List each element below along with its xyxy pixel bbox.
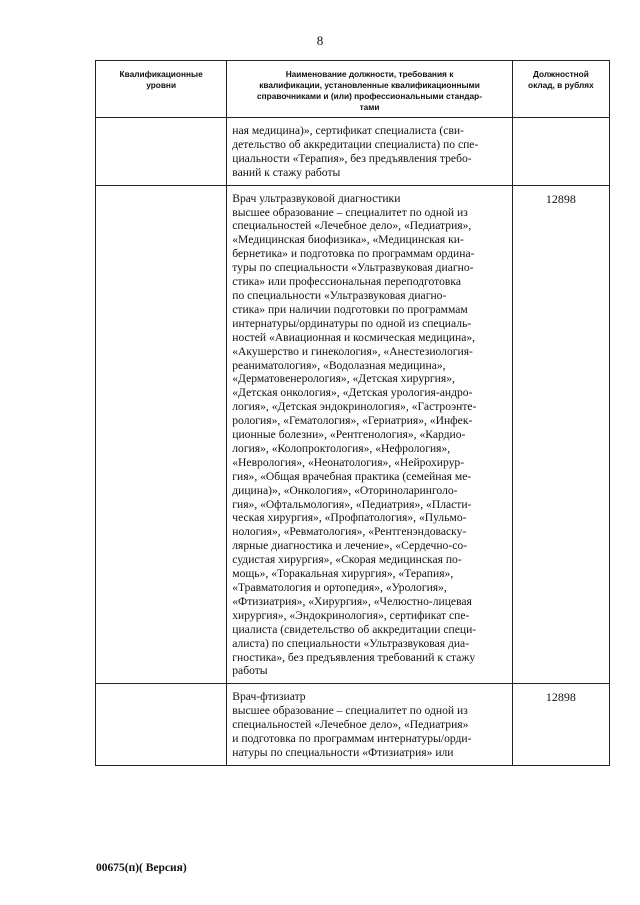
description-line: стика» при наличии подготовки по программам — [232, 302, 468, 316]
header-description-line: справочниками и (или) профессиональными стандар- — [257, 91, 482, 101]
description-line: стика» или профессиональная переподготовка — [232, 275, 461, 289]
description-line: натуры по специальности «Фтизиатрия» или — [232, 745, 454, 759]
level-cell — [96, 684, 227, 766]
document-code: 00675(п)( Версия) — [96, 862, 187, 874]
description-line: нология», «Ревматология», «Рентгенэндоваску- — [232, 525, 467, 539]
table-row — [96, 118, 610, 186]
header-description — [227, 61, 513, 118]
description-line: рология», «Гематология», «Гериатрия», «Инфек- — [232, 414, 473, 428]
header-description-line: квалификации, установленные квалификационными — [259, 80, 480, 90]
header-level-line: Квалификационные — [119, 69, 203, 79]
level-cell — [96, 185, 227, 684]
header-description-line: Наименование должности, требования к — [285, 69, 454, 79]
description-cell — [227, 684, 513, 766]
table-body — [96, 118, 610, 766]
description-line: «Медицинская биофизика», «Медицинская ки- — [232, 233, 464, 247]
description-line: детельство об аккредитации специалиста) по спе- — [232, 137, 479, 151]
salary-cell — [512, 118, 609, 186]
header-salary-line: оклад, в рублях — [528, 80, 594, 90]
description-line: специальностей «Лечебное дело», «Педиатрия» — [232, 718, 469, 732]
description-line: судистая хирургия», «Скорая медицинская по- — [232, 553, 462, 567]
description-line: высшее образование – специалитет по одной из — [232, 205, 468, 219]
level-cell — [96, 118, 227, 186]
description-line: гностика», без предъявления требований к стажу — [232, 650, 476, 664]
table-header-row — [96, 61, 610, 118]
description-line: и подготовка по программам интернатуры/орди- — [232, 732, 472, 746]
description-line: ческая хирургия», «Профпатология», «Пульмо- — [232, 511, 467, 525]
header-level — [96, 61, 227, 118]
description-line: работы — [232, 664, 268, 678]
description-line: «Фтизиатрия», «Хирургия», «Челюстно-лицевая — [232, 594, 472, 608]
description-line: «Акушерство и гинекология», «Анестезиология- — [232, 344, 473, 358]
header-description-line: тами — [359, 102, 380, 112]
description-cell — [227, 185, 513, 684]
description-line: бернетика» и подготовка по программам ордина- — [232, 247, 475, 261]
description-line: Врач-фтизиатр — [232, 690, 306, 704]
description-line: алиста) по специальности «Ультразвуковая диа- — [232, 636, 470, 650]
description-line: туры по специальности «Ультразвуковая диагно- — [232, 261, 474, 275]
qualification-table — [95, 60, 610, 766]
description-line: интернатуры/ординатуры по одной из специаль- — [232, 316, 472, 330]
description-line: хирургия», «Эндокринология», сертификат спе- — [232, 608, 470, 622]
salary-cell: 12898 — [512, 185, 609, 684]
description-line: реаниматология», «Водолазная медицина», — [232, 358, 446, 372]
description-line: мощь», «Торакальная хирургия», «Терапия», — [232, 567, 454, 581]
header-level-line: уровни — [146, 80, 177, 90]
description-line: высшее образование – специалитет по одной из — [232, 704, 468, 718]
description-line: ная медицина)», сертификат специалиста (сви- — [232, 124, 464, 137]
description-line: Врач ультразвуковой диагностики — [232, 191, 401, 205]
description-line: «Неврология», «Неонатология», «Нейрохирур- — [232, 455, 465, 469]
description-line: «Детская онкология», «Детская урология-андро- — [232, 386, 473, 400]
description-line: гия», «Офтальмология», «Педиатрия», «Пласти- — [232, 497, 472, 511]
description-line: логия», «Колопроктология», «Нефрология», — [232, 441, 451, 455]
header-salary-line: Должностной — [532, 69, 589, 79]
description-line: ностей «Авиационная и космическая медицина», — [232, 330, 476, 344]
description-line: циалиста (свидетельство об аккредитации специ- — [232, 622, 477, 636]
table-row — [96, 185, 610, 684]
description-line: лярные диагностика и лечение», «Сердечно-со- — [232, 539, 468, 553]
description-line: ционные болезни», «Рентгенология», «Кардио- — [232, 428, 466, 442]
description-line: циальности «Терапия», без предъявления требо- — [232, 151, 472, 165]
table-row — [96, 684, 610, 766]
salary-cell: 12898 — [512, 684, 609, 766]
description-line: логия», «Детская эндокринология», «Гастроэнте- — [232, 400, 477, 414]
page-number: 8 — [316, 33, 324, 48]
header-salary — [512, 61, 609, 118]
description-line: гия», «Общая врачебная практика (семейная ме- — [232, 469, 472, 483]
description-line: дицина)», «Онкология», «Оториноларинголо- — [232, 483, 458, 497]
description-cell — [227, 118, 513, 186]
description-line: по специальности «Ультразвуковая диагно- — [232, 288, 447, 302]
description-line: специальностей «Лечебное дело», «Педиатрия», — [232, 219, 472, 233]
description-line: ваний к стажу работы — [232, 165, 341, 179]
description-line: «Дерматовенерология», «Детская хирургия», — [232, 372, 455, 386]
description-line: «Травматология и ортопедия», «Урология», — [232, 581, 447, 594]
